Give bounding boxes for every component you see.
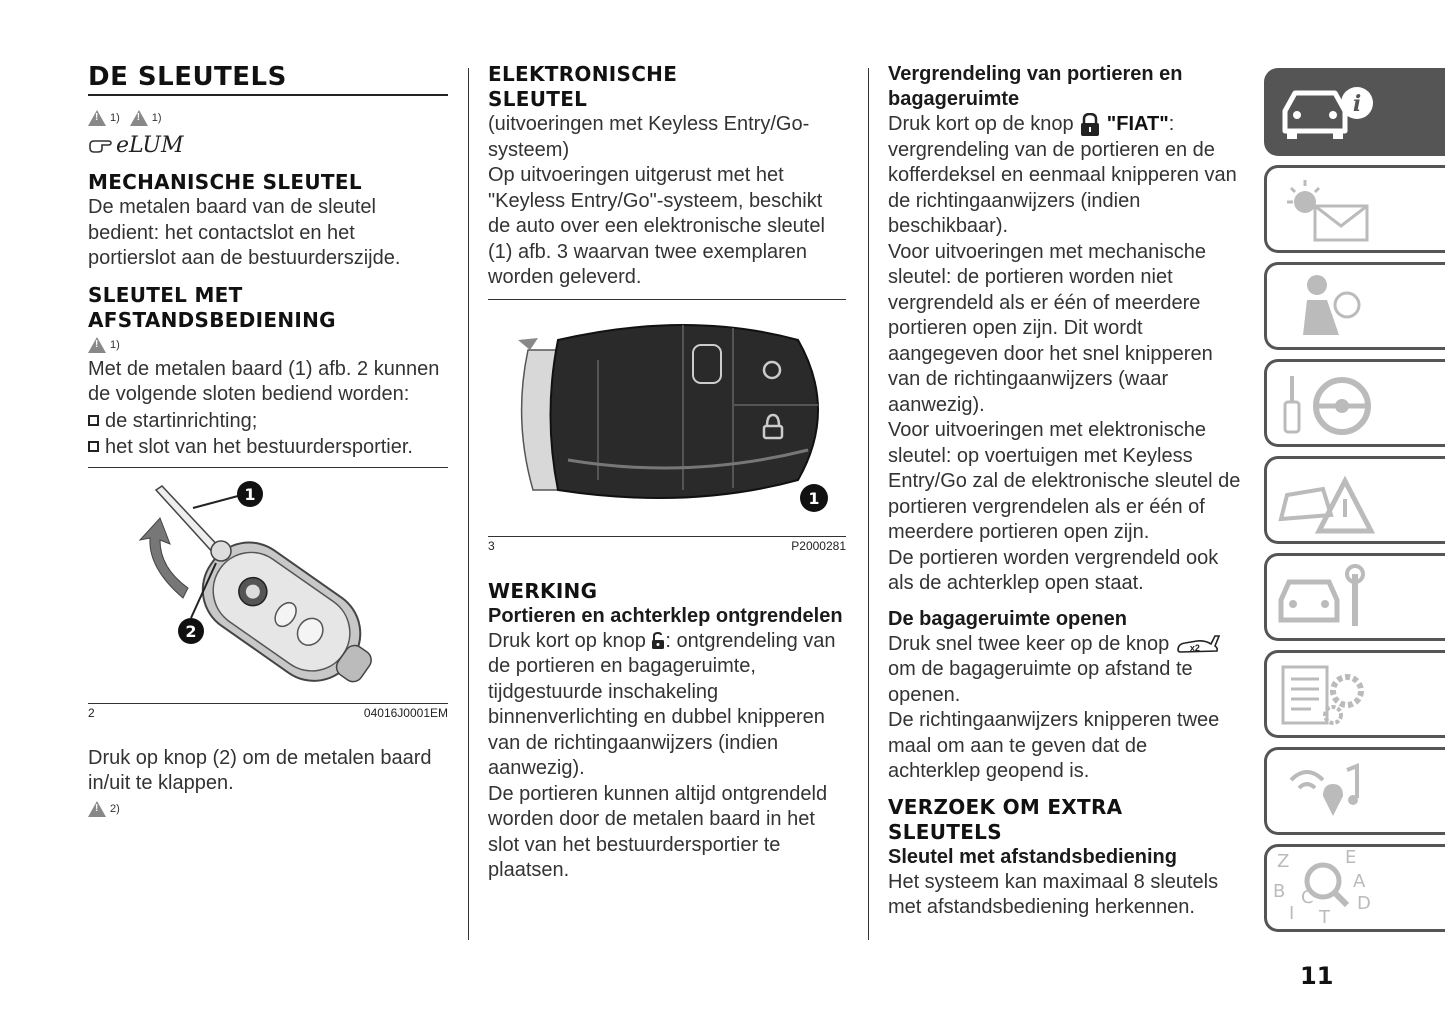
index-icon bbox=[1267, 847, 1387, 929]
boot-text-part: Druk snel twee keer op de knop bbox=[888, 632, 1170, 655]
column-divider bbox=[868, 68, 869, 940]
tab-starting-driving[interactable] bbox=[1264, 359, 1445, 447]
figure-2 bbox=[88, 467, 448, 703]
tab-car-info[interactable] bbox=[1264, 68, 1445, 156]
electronic-key-text: Op uitvoeringen uitgerust met het "Keyless Entry/Go"-systeem, beschikt de auto over een elektronische sleutel (1) afb. 3 waarvan twee exemplaren worden geleverd. bbox=[488, 164, 825, 288]
index-letter: B bbox=[1273, 881, 1286, 902]
callout-1-label: 1 bbox=[808, 488, 820, 508]
index-letter: I bbox=[1289, 903, 1295, 924]
column-divider bbox=[468, 68, 469, 940]
callout-1-label: 1 bbox=[244, 484, 256, 504]
column-2 bbox=[488, 62, 846, 884]
warning-icon bbox=[130, 110, 148, 126]
checkbox-bullet-icon bbox=[88, 415, 99, 426]
column-3 bbox=[888, 62, 1243, 921]
list-item bbox=[88, 408, 448, 434]
page-number: 11 bbox=[1300, 962, 1334, 990]
remote-key-heading-2: AFSTANDSBEDIENING bbox=[88, 307, 336, 332]
index-letter: T bbox=[1319, 907, 1330, 928]
unlock-text-part: Druk kort op knop bbox=[488, 629, 646, 652]
car-info-icon bbox=[1267, 71, 1387, 153]
warning-lights-icon bbox=[1267, 168, 1387, 250]
electronic-key-heading-2: SLEUTEL bbox=[488, 87, 588, 111]
lock-text-3: Voor uitvoeringen met elektronische sleutel: op voertuigen met Keyless Entry/Go zal de elektronische sleutel de portieren vergrendelen als er één of meerdere portieren open zijn. bbox=[888, 419, 1241, 543]
figure-number: 2 bbox=[88, 705, 95, 720]
lock-icon bbox=[1079, 113, 1101, 137]
index-letter: E bbox=[1345, 847, 1357, 868]
remote-key-text: Met de metalen baard (1) afb. 2 kunnen de volgende sloten bediend worden: bbox=[88, 357, 440, 405]
tab-technical-data[interactable] bbox=[1264, 650, 1445, 738]
technical-data-icon bbox=[1267, 653, 1387, 735]
safety-icon bbox=[1267, 265, 1387, 347]
elum-note bbox=[88, 132, 448, 158]
warning-refs bbox=[88, 106, 448, 130]
mechanical-key-heading: MECHANISCHE SLEUTEL bbox=[88, 170, 362, 194]
electronic-key-heading-1: ELEKTRONISCHE bbox=[488, 62, 678, 86]
lock-text bbox=[888, 112, 1243, 240]
boot-icon-label: x2 bbox=[1189, 643, 1200, 654]
extra-keys-heading-2: SLEUTELS bbox=[888, 819, 1002, 844]
index-letter: A bbox=[1353, 871, 1366, 892]
boot-text bbox=[888, 632, 1243, 709]
list-item bbox=[88, 434, 448, 460]
lock-heading: Vergrendeling van portieren en bagageruimte bbox=[888, 63, 1183, 110]
elum-label: eLUM bbox=[116, 132, 184, 158]
multimedia-icon bbox=[1267, 750, 1387, 832]
warning-icon bbox=[88, 337, 106, 353]
starting-driving-icon bbox=[1267, 362, 1387, 444]
figure-number: 3 bbox=[488, 538, 495, 553]
unlock-text-2: De portieren kunnen altijd ontgrendeld worden door de metalen baard in het slot van het bestuurdersportier te plaatsen. bbox=[488, 782, 828, 881]
mechanical-key-text: De metalen baard van de sleutel bedient: het contactslot en het portierslot aan de bestuurderszijde. bbox=[88, 196, 401, 269]
warning-refs bbox=[88, 333, 448, 357]
column-1 bbox=[88, 62, 448, 821]
maintenance-icon bbox=[1267, 556, 1387, 638]
unlock-text-part: : ontgrendeling van de portieren en bagageruimte, tijdgestuurde inschakeling binnenverlichting en dubbel knipperen van de richtingaanwijzers (indien aanwezig). bbox=[488, 629, 836, 779]
figure-code: 04016J0001EM bbox=[363, 705, 448, 720]
electronic-key-illustration bbox=[488, 300, 846, 536]
tab-index[interactable] bbox=[1264, 844, 1445, 932]
lock-text-2: Voor uitvoeringen met mechanische sleutel: de portieren worden niet vergrendeld als er één of meerdere portieren open zijn. Dit wordt aangegeven door het snel knipperen van de richtingaanwijzers (waar aanwezig). bbox=[888, 240, 1213, 416]
figure-2-caption bbox=[88, 703, 448, 720]
extra-keys-heading-1: VERZOEK OM EXTRA bbox=[888, 794, 1123, 819]
unlock-heading: Portieren en achterklep ontgrendelen bbox=[488, 604, 843, 627]
svg-text:i: i bbox=[1352, 91, 1362, 117]
unlock-text bbox=[488, 629, 846, 782]
fiat-label: "FIAT" bbox=[1106, 113, 1169, 135]
boot-open-icon bbox=[1175, 632, 1221, 656]
page-title: DE SLEUTELS bbox=[88, 62, 448, 96]
lock-text-4: De portieren worden vergrendeld ook als de achterklep open staat. bbox=[888, 546, 1219, 594]
list-item-text: de startinrichting; bbox=[105, 409, 258, 432]
electronic-key-intro: (uitvoeringen met Keyless Entry/Go-systeem) bbox=[488, 113, 810, 161]
warning-ref: 1) bbox=[110, 338, 120, 351]
hand-pointer-icon bbox=[88, 135, 114, 155]
warning-ref: 1) bbox=[110, 112, 120, 124]
figure-code: P2000281 bbox=[791, 538, 846, 553]
figure-3 bbox=[488, 299, 846, 536]
warning-icon bbox=[88, 801, 106, 817]
flip-key-illustration bbox=[88, 468, 448, 703]
index-letter: Z bbox=[1277, 851, 1290, 872]
warning-refs bbox=[88, 797, 448, 821]
lock-text-part: : vergrendeling van de portieren en de kofferdeksel en eenmaal knipperen van de richtingaanwijzers (indien beschikbaar). bbox=[888, 113, 1237, 237]
callout-2-label: 2 bbox=[185, 621, 197, 641]
boot-text-2: De richtingaanwijzers knipperen twee maal om aan te geven dat de achterklep geopend is. bbox=[888, 709, 1220, 782]
tab-emergency[interactable] bbox=[1264, 456, 1445, 544]
warning-icon bbox=[88, 110, 106, 126]
tab-multimedia[interactable] bbox=[1264, 747, 1445, 835]
index-letter: D bbox=[1357, 893, 1371, 914]
remote-key-heading-1: SLEUTEL MET bbox=[88, 282, 243, 307]
extra-keys-text: Het systeem kan maximaal 8 sleutels met afstandsbediening herkennen. bbox=[888, 870, 1219, 918]
warning-ref: 1) bbox=[151, 112, 162, 124]
boot-heading: De bagageruimte openen bbox=[888, 607, 1127, 630]
lock-text-part: Druk kort op de knop bbox=[888, 113, 1074, 135]
unlock-icon bbox=[651, 632, 665, 650]
magnifier-icon bbox=[1267, 847, 1387, 929]
tab-warning-lights[interactable] bbox=[1264, 165, 1445, 253]
index-letter: C bbox=[1301, 887, 1314, 908]
tab-maintenance[interactable] bbox=[1264, 553, 1445, 641]
emergency-icon bbox=[1267, 459, 1387, 541]
werking-heading: WERKING bbox=[488, 578, 598, 603]
fold-key-text: Druk op knop (2) om de metalen baard in/uit te klappen. bbox=[88, 746, 432, 794]
tab-safety[interactable] bbox=[1264, 262, 1445, 350]
list-item-text: het slot van het bestuurdersportier. bbox=[105, 435, 413, 458]
figure-3-caption bbox=[488, 536, 846, 553]
checkbox-bullet-icon bbox=[88, 441, 99, 452]
extra-keys-subheading: Sleutel met afstandsbediening bbox=[888, 845, 1177, 868]
boot-text-part: om de bagageruimte op afstand te openen. bbox=[888, 658, 1193, 706]
warning-ref: 2) bbox=[110, 802, 120, 815]
